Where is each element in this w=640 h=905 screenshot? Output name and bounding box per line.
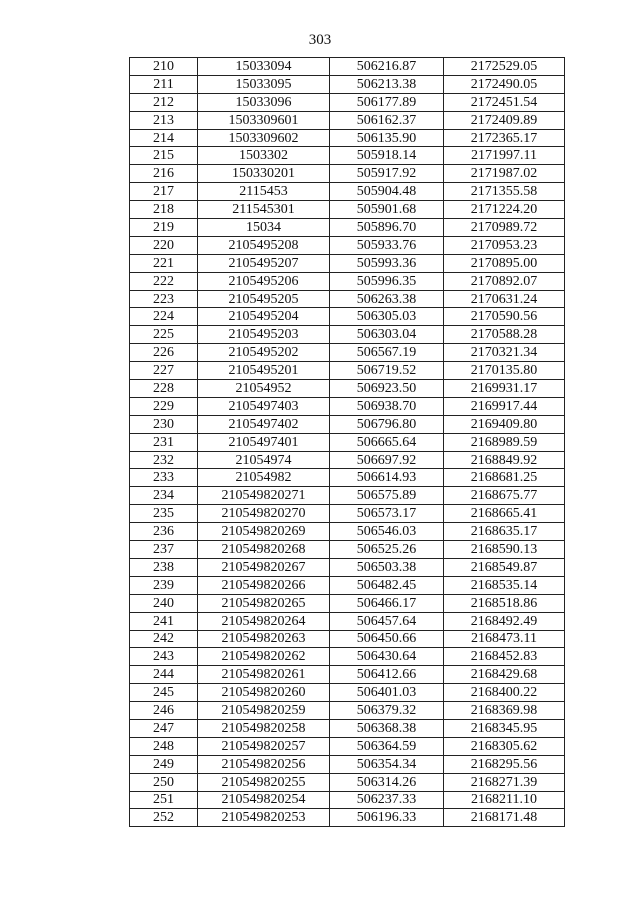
row-index-cell: 242 bbox=[130, 630, 198, 648]
table-row bbox=[130, 755, 565, 773]
x-coordinate-cell: 506525.26 bbox=[330, 541, 444, 559]
y-coordinate-cell: 2172365.17 bbox=[444, 129, 565, 147]
table-row bbox=[130, 505, 565, 523]
row-index-cell: 235 bbox=[130, 505, 198, 523]
table-row bbox=[130, 433, 565, 451]
point-id-cell: 15034 bbox=[198, 219, 330, 237]
row-index-cell: 226 bbox=[130, 344, 198, 362]
row-index-cell: 214 bbox=[130, 129, 198, 147]
y-coordinate-cell: 2168473.11 bbox=[444, 630, 565, 648]
x-coordinate-cell: 505896.70 bbox=[330, 219, 444, 237]
x-coordinate-cell: 506303.04 bbox=[330, 326, 444, 344]
y-coordinate-cell: 2168681.25 bbox=[444, 469, 565, 487]
row-index-cell: 210 bbox=[130, 58, 198, 76]
y-coordinate-cell: 2168429.68 bbox=[444, 666, 565, 684]
y-coordinate-cell: 2168635.17 bbox=[444, 523, 565, 541]
row-index-cell: 241 bbox=[130, 612, 198, 630]
y-coordinate-cell: 2170892.07 bbox=[444, 272, 565, 290]
point-id-cell: 2105497402 bbox=[198, 415, 330, 433]
row-index-cell: 230 bbox=[130, 415, 198, 433]
x-coordinate-cell: 506546.03 bbox=[330, 523, 444, 541]
row-index-cell: 244 bbox=[130, 666, 198, 684]
point-id-cell: 210549820257 bbox=[198, 737, 330, 755]
point-id-cell: 210549820264 bbox=[198, 612, 330, 630]
y-coordinate-cell: 2168849.92 bbox=[444, 451, 565, 469]
row-index-cell: 211 bbox=[130, 75, 198, 93]
x-coordinate-cell: 506314.26 bbox=[330, 773, 444, 791]
point-id-cell: 1503309601 bbox=[198, 111, 330, 129]
x-coordinate-cell: 506466.17 bbox=[330, 594, 444, 612]
y-coordinate-cell: 2169409.80 bbox=[444, 415, 565, 433]
table-row bbox=[130, 487, 565, 505]
point-id-cell: 21054952 bbox=[198, 380, 330, 398]
table-row bbox=[130, 380, 565, 398]
table-row bbox=[130, 594, 565, 612]
y-coordinate-cell: 2171987.02 bbox=[444, 165, 565, 183]
table-row bbox=[130, 576, 565, 594]
x-coordinate-cell: 506196.33 bbox=[330, 809, 444, 827]
point-id-cell: 2105495205 bbox=[198, 290, 330, 308]
y-coordinate-cell: 2170590.56 bbox=[444, 308, 565, 326]
x-coordinate-cell: 506368.38 bbox=[330, 719, 444, 737]
x-coordinate-cell: 506697.92 bbox=[330, 451, 444, 469]
row-index-cell: 218 bbox=[130, 201, 198, 219]
row-index-cell: 251 bbox=[130, 791, 198, 809]
x-coordinate-cell: 506430.64 bbox=[330, 648, 444, 666]
table-row bbox=[130, 129, 565, 147]
x-coordinate-cell: 506457.64 bbox=[330, 612, 444, 630]
table-row bbox=[130, 93, 565, 111]
row-index-cell: 238 bbox=[130, 558, 198, 576]
point-id-cell: 2105495206 bbox=[198, 272, 330, 290]
table-row bbox=[130, 344, 565, 362]
table-row bbox=[130, 254, 565, 272]
page-number: 303 bbox=[308, 32, 332, 48]
y-coordinate-cell: 2168590.13 bbox=[444, 541, 565, 559]
y-coordinate-cell: 2168211.10 bbox=[444, 791, 565, 809]
point-id-cell: 2105495208 bbox=[198, 236, 330, 254]
x-coordinate-cell: 506135.90 bbox=[330, 129, 444, 147]
point-id-cell: 210549820260 bbox=[198, 684, 330, 702]
table-row bbox=[130, 684, 565, 702]
table-row bbox=[130, 648, 565, 666]
y-coordinate-cell: 2170135.80 bbox=[444, 362, 565, 380]
point-id-cell: 210549820254 bbox=[198, 791, 330, 809]
point-id-cell: 2105495201 bbox=[198, 362, 330, 380]
table-row bbox=[130, 737, 565, 755]
point-id-cell: 15033095 bbox=[198, 75, 330, 93]
y-coordinate-cell: 2168305.62 bbox=[444, 737, 565, 755]
row-index-cell: 247 bbox=[130, 719, 198, 737]
row-index-cell: 243 bbox=[130, 648, 198, 666]
x-coordinate-cell: 505993.36 bbox=[330, 254, 444, 272]
y-coordinate-cell: 2170895.00 bbox=[444, 254, 565, 272]
x-coordinate-cell: 506567.19 bbox=[330, 344, 444, 362]
y-coordinate-cell: 2168271.39 bbox=[444, 773, 565, 791]
coordinates-table-body bbox=[130, 58, 565, 827]
x-coordinate-cell: 506354.34 bbox=[330, 755, 444, 773]
y-coordinate-cell: 2168295.56 bbox=[444, 755, 565, 773]
x-coordinate-cell: 506482.45 bbox=[330, 576, 444, 594]
row-index-cell: 219 bbox=[130, 219, 198, 237]
point-id-cell: 150330201 bbox=[198, 165, 330, 183]
table-row bbox=[130, 809, 565, 827]
row-index-cell: 252 bbox=[130, 809, 198, 827]
y-coordinate-cell: 2170953.23 bbox=[444, 236, 565, 254]
point-id-cell: 210549820259 bbox=[198, 702, 330, 720]
x-coordinate-cell: 505918.14 bbox=[330, 147, 444, 165]
table-row bbox=[130, 415, 565, 433]
x-coordinate-cell: 506923.50 bbox=[330, 380, 444, 398]
y-coordinate-cell: 2168549.87 bbox=[444, 558, 565, 576]
x-coordinate-cell: 506216.87 bbox=[330, 58, 444, 76]
y-coordinate-cell: 2168675.77 bbox=[444, 487, 565, 505]
point-id-cell: 210549820266 bbox=[198, 576, 330, 594]
table-row bbox=[130, 236, 565, 254]
x-coordinate-cell: 506401.03 bbox=[330, 684, 444, 702]
point-id-cell: 211545301 bbox=[198, 201, 330, 219]
table-row bbox=[130, 362, 565, 380]
x-coordinate-cell: 506665.64 bbox=[330, 433, 444, 451]
row-index-cell: 250 bbox=[130, 773, 198, 791]
x-coordinate-cell: 506614.93 bbox=[330, 469, 444, 487]
table-row bbox=[130, 326, 565, 344]
row-index-cell: 231 bbox=[130, 433, 198, 451]
point-id-cell: 1503302 bbox=[198, 147, 330, 165]
row-index-cell: 236 bbox=[130, 523, 198, 541]
table-row bbox=[130, 75, 565, 93]
table-row bbox=[130, 719, 565, 737]
table-row bbox=[130, 612, 565, 630]
table-row bbox=[130, 630, 565, 648]
y-coordinate-cell: 2168989.59 bbox=[444, 433, 565, 451]
x-coordinate-cell: 506177.89 bbox=[330, 93, 444, 111]
table-row bbox=[130, 201, 565, 219]
row-index-cell: 239 bbox=[130, 576, 198, 594]
table-row bbox=[130, 469, 565, 487]
point-id-cell: 210549820271 bbox=[198, 487, 330, 505]
point-id-cell: 21054982 bbox=[198, 469, 330, 487]
row-index-cell: 223 bbox=[130, 290, 198, 308]
y-coordinate-cell: 2168452.83 bbox=[444, 648, 565, 666]
row-index-cell: 224 bbox=[130, 308, 198, 326]
y-coordinate-cell: 2168665.41 bbox=[444, 505, 565, 523]
y-coordinate-cell: 2171224.20 bbox=[444, 201, 565, 219]
x-coordinate-cell: 505917.92 bbox=[330, 165, 444, 183]
row-index-cell: 212 bbox=[130, 93, 198, 111]
x-coordinate-cell: 506796.80 bbox=[330, 415, 444, 433]
y-coordinate-cell: 2170321.34 bbox=[444, 344, 565, 362]
y-coordinate-cell: 2168345.95 bbox=[444, 719, 565, 737]
point-id-cell: 21054974 bbox=[198, 451, 330, 469]
point-id-cell: 210549820256 bbox=[198, 755, 330, 773]
table-row bbox=[130, 541, 565, 559]
point-id-cell: 210549820265 bbox=[198, 594, 330, 612]
row-index-cell: 240 bbox=[130, 594, 198, 612]
row-index-cell: 227 bbox=[130, 362, 198, 380]
y-coordinate-cell: 2171997.11 bbox=[444, 147, 565, 165]
point-id-cell: 210549820258 bbox=[198, 719, 330, 737]
x-coordinate-cell: 506305.03 bbox=[330, 308, 444, 326]
table-row bbox=[130, 272, 565, 290]
row-index-cell: 215 bbox=[130, 147, 198, 165]
x-coordinate-cell: 506379.32 bbox=[330, 702, 444, 720]
x-coordinate-cell: 506719.52 bbox=[330, 362, 444, 380]
row-index-cell: 249 bbox=[130, 755, 198, 773]
point-id-cell: 1503309602 bbox=[198, 129, 330, 147]
point-id-cell: 2105495204 bbox=[198, 308, 330, 326]
point-id-cell: 210549820255 bbox=[198, 773, 330, 791]
x-coordinate-cell: 506575.89 bbox=[330, 487, 444, 505]
table-row bbox=[130, 523, 565, 541]
row-index-cell: 245 bbox=[130, 684, 198, 702]
point-id-cell: 2105497403 bbox=[198, 397, 330, 415]
row-index-cell: 234 bbox=[130, 487, 198, 505]
row-index-cell: 216 bbox=[130, 165, 198, 183]
point-id-cell: 210549820253 bbox=[198, 809, 330, 827]
table-row bbox=[130, 558, 565, 576]
y-coordinate-cell: 2168518.86 bbox=[444, 594, 565, 612]
table-row bbox=[130, 219, 565, 237]
x-coordinate-cell: 506938.70 bbox=[330, 397, 444, 415]
row-index-cell: 228 bbox=[130, 380, 198, 398]
y-coordinate-cell: 2169917.44 bbox=[444, 397, 565, 415]
y-coordinate-cell: 2168369.98 bbox=[444, 702, 565, 720]
table-row bbox=[130, 666, 565, 684]
point-id-cell: 15033096 bbox=[198, 93, 330, 111]
table-row bbox=[130, 165, 565, 183]
y-coordinate-cell: 2170631.24 bbox=[444, 290, 565, 308]
coordinates-table bbox=[129, 57, 565, 827]
point-id-cell: 210549820267 bbox=[198, 558, 330, 576]
x-coordinate-cell: 505996.35 bbox=[330, 272, 444, 290]
table-row bbox=[130, 147, 565, 165]
point-id-cell: 210549820262 bbox=[198, 648, 330, 666]
table-row bbox=[130, 791, 565, 809]
row-index-cell: 220 bbox=[130, 236, 198, 254]
y-coordinate-cell: 2171355.58 bbox=[444, 183, 565, 201]
point-id-cell: 2105495207 bbox=[198, 254, 330, 272]
point-id-cell: 210549820261 bbox=[198, 666, 330, 684]
x-coordinate-cell: 506213.38 bbox=[330, 75, 444, 93]
table-row bbox=[130, 702, 565, 720]
row-index-cell: 237 bbox=[130, 541, 198, 559]
row-index-cell: 246 bbox=[130, 702, 198, 720]
row-index-cell: 222 bbox=[130, 272, 198, 290]
row-index-cell: 213 bbox=[130, 111, 198, 129]
table-row bbox=[130, 773, 565, 791]
x-coordinate-cell: 506364.59 bbox=[330, 737, 444, 755]
x-coordinate-cell: 506450.66 bbox=[330, 630, 444, 648]
table-row bbox=[130, 397, 565, 415]
point-id-cell: 15033094 bbox=[198, 58, 330, 76]
row-index-cell: 221 bbox=[130, 254, 198, 272]
table-row bbox=[130, 111, 565, 129]
row-index-cell: 233 bbox=[130, 469, 198, 487]
x-coordinate-cell: 506503.38 bbox=[330, 558, 444, 576]
y-coordinate-cell: 2172529.05 bbox=[444, 58, 565, 76]
x-coordinate-cell: 505901.68 bbox=[330, 201, 444, 219]
x-coordinate-cell: 505904.48 bbox=[330, 183, 444, 201]
point-id-cell: 210549820263 bbox=[198, 630, 330, 648]
table-row bbox=[130, 183, 565, 201]
y-coordinate-cell: 2172490.05 bbox=[444, 75, 565, 93]
x-coordinate-cell: 506412.66 bbox=[330, 666, 444, 684]
point-id-cell: 2115453 bbox=[198, 183, 330, 201]
y-coordinate-cell: 2168171.48 bbox=[444, 809, 565, 827]
y-coordinate-cell: 2172409.89 bbox=[444, 111, 565, 129]
point-id-cell: 210549820269 bbox=[198, 523, 330, 541]
y-coordinate-cell: 2168492.49 bbox=[444, 612, 565, 630]
row-index-cell: 217 bbox=[130, 183, 198, 201]
y-coordinate-cell: 2168535.14 bbox=[444, 576, 565, 594]
table-row bbox=[130, 451, 565, 469]
point-id-cell: 2105497401 bbox=[198, 433, 330, 451]
x-coordinate-cell: 505933.76 bbox=[330, 236, 444, 254]
table-row bbox=[130, 58, 565, 76]
y-coordinate-cell: 2170989.72 bbox=[444, 219, 565, 237]
point-id-cell: 2105495203 bbox=[198, 326, 330, 344]
row-index-cell: 248 bbox=[130, 737, 198, 755]
point-id-cell: 210549820270 bbox=[198, 505, 330, 523]
x-coordinate-cell: 506237.33 bbox=[330, 791, 444, 809]
table-row bbox=[130, 308, 565, 326]
x-coordinate-cell: 506162.37 bbox=[330, 111, 444, 129]
y-coordinate-cell: 2170588.28 bbox=[444, 326, 565, 344]
y-coordinate-cell: 2169931.17 bbox=[444, 380, 565, 398]
row-index-cell: 232 bbox=[130, 451, 198, 469]
y-coordinate-cell: 2168400.22 bbox=[444, 684, 565, 702]
point-id-cell: 210549820268 bbox=[198, 541, 330, 559]
y-coordinate-cell: 2172451.54 bbox=[444, 93, 565, 111]
table-row bbox=[130, 290, 565, 308]
row-index-cell: 229 bbox=[130, 397, 198, 415]
point-id-cell: 2105495202 bbox=[198, 344, 330, 362]
x-coordinate-cell: 506263.38 bbox=[330, 290, 444, 308]
x-coordinate-cell: 506573.17 bbox=[330, 505, 444, 523]
row-index-cell: 225 bbox=[130, 326, 198, 344]
